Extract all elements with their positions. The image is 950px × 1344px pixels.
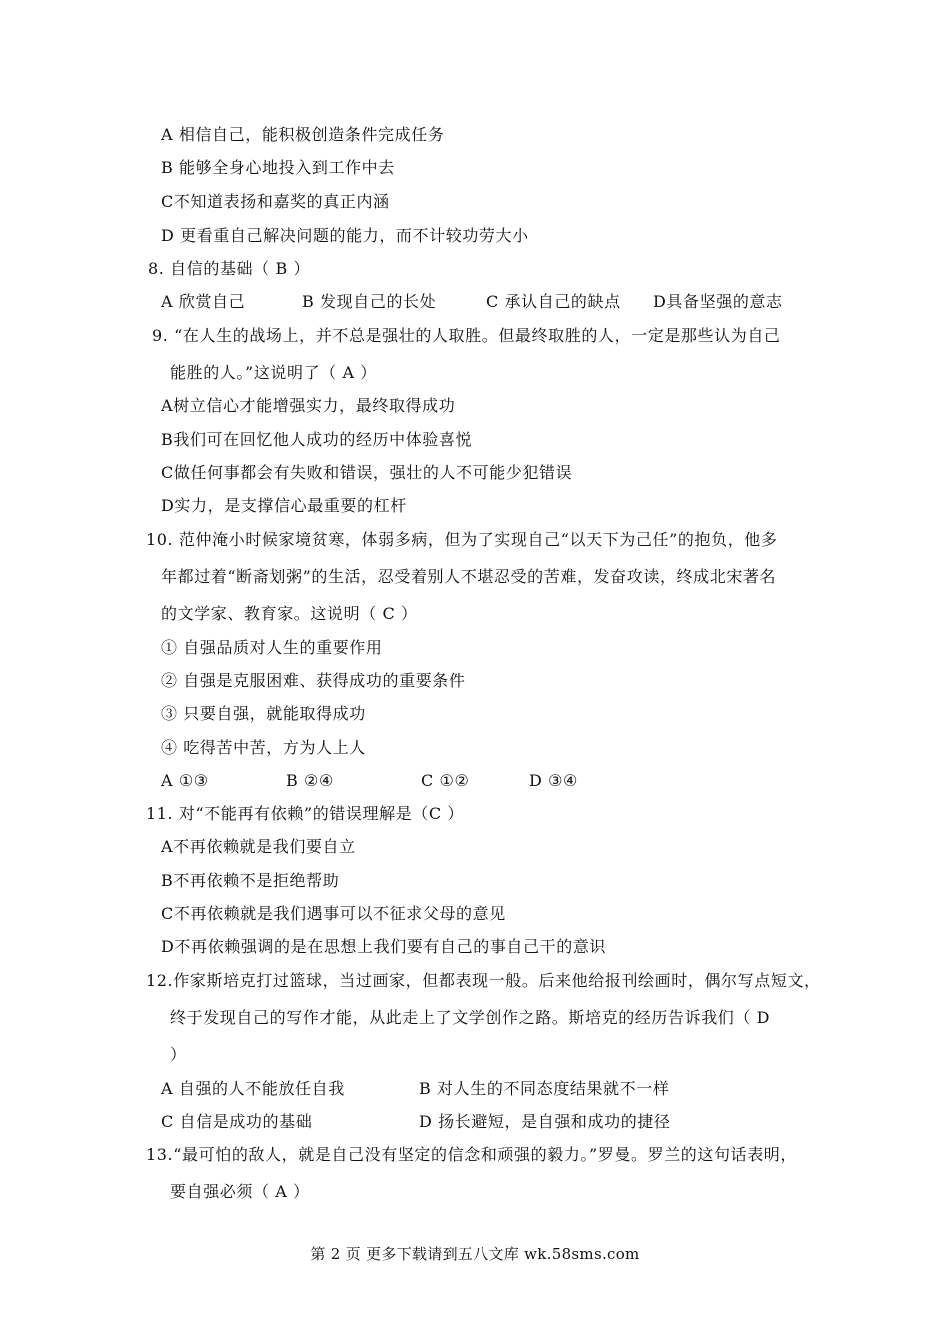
q8-option-d: D具备坚强的意志 (653, 292, 783, 311)
q10-option-b: B ②④ (286, 771, 334, 790)
q12-option-d: D 扬长避短，是自强和成功的捷径 (419, 1112, 671, 1131)
q11-option-c: C不再依赖就是我们遇事可以不征求父母的意见 (161, 904, 506, 923)
q12-option-b: B 对人生的不同态度结果就不一样 (419, 1079, 670, 1098)
q7-option-c: C不知道表扬和嘉奖的真正内涵 (161, 192, 390, 211)
q12-option-a: A 自强的人不能放任自我 (161, 1079, 345, 1098)
q8-option-b: B 发现自己的长处 (302, 292, 437, 311)
q9-question-line1: 9. “在人生的战场上，并不总是强壮的人取胜。但最终取胜的人，一定是那些认为自己 (152, 326, 781, 345)
q10-question-line2: 年都过着“断斋划粥”的生活，忍受着别人不堪忍受的苦难，发奋攻读，终成北宋著名 (161, 567, 777, 586)
q11-option-b: B不再依赖不是拒绝帮助 (161, 871, 340, 890)
q10-option-a: A ①③ (161, 771, 209, 790)
q7-option-d: D 更看重自己解决问题的能力，而不计较功劳大小 (161, 226, 529, 245)
q10-option-d: D ③④ (529, 771, 579, 790)
q10-question-line3: 的文学家、教育家。这说明（ C ） (161, 604, 418, 623)
q10-statement-2: ② 自强是克服困难、获得成功的重要条件 (161, 671, 466, 690)
q8-option-a: A 欣赏自己 (161, 292, 246, 311)
q12-question-line3: ） (170, 1045, 187, 1064)
q13-question-line2: 要自强必须（ A ） (170, 1182, 310, 1201)
q11-question: 11. 对“不能再有依赖”的错误理解是（C ） (146, 804, 465, 823)
q10-option-c: C ①② (421, 771, 470, 790)
q7-option-a: A 相信自己，能积极创造条件完成任务 (161, 125, 445, 144)
q12-option-c: C 自信是成功的基础 (161, 1112, 313, 1131)
q7-option-b: B 能够全身心地投入到工作中去 (161, 158, 395, 177)
q10-question-line1: 10. 范仲淹小时候家境贫寒，体弱多病，但为了实现自己“以天下为己任”的抱负，他多 (146, 530, 778, 549)
q12-question-line2: 终于发现自己的写作才能，从此走上了文学创作之路。斯培克的经历告诉我们（ D (170, 1008, 771, 1027)
q11-option-d: D不再依赖强调的是在思想上我们要有自己的事自己干的意识 (161, 937, 607, 956)
q13-question-line1: 13.“最可怕的敌人，就是自己没有坚定的信念和顽强的毅力。”罗曼。罗兰的这句话表明， (146, 1145, 798, 1164)
q10-statement-1: ① 自强品质对人生的重要作用 (161, 638, 383, 657)
q8-question: 8. 自信的基础（ B ） (148, 259, 311, 278)
q12-question-line1: 12.作家斯培克打过篮球，当过画家，但都表现一般。后来他给报刊绘画时，偶尔写点短文， (146, 971, 821, 990)
q9-question-line2: 能胜的人。”这说明了（ A ） (170, 363, 377, 382)
q11-option-a: A不再依赖就是我们要自立 (161, 837, 356, 856)
page-footer: 第 2 页 更多下载请到五八文库 wk.58sms.com (310, 1245, 640, 1263)
q9-option-c: C做任何事都会有失败和错误，强壮的人不可能少犯错误 (161, 463, 573, 482)
q10-statement-4: ④ 吃得苦中苦，方为人上人 (161, 738, 366, 757)
q10-statement-3: ③ 只要自强，就能取得成功 (161, 704, 366, 723)
q8-option-c: C 承认自己的缺点 (486, 292, 621, 311)
q9-option-a: A树立信心才能增强实力，最终取得成功 (161, 396, 456, 415)
q9-option-d: D实力，是支撑信心最重要的杠杆 (161, 496, 407, 515)
q9-option-b: B我们可在回忆他人成功的经历中体验喜悦 (161, 430, 473, 449)
